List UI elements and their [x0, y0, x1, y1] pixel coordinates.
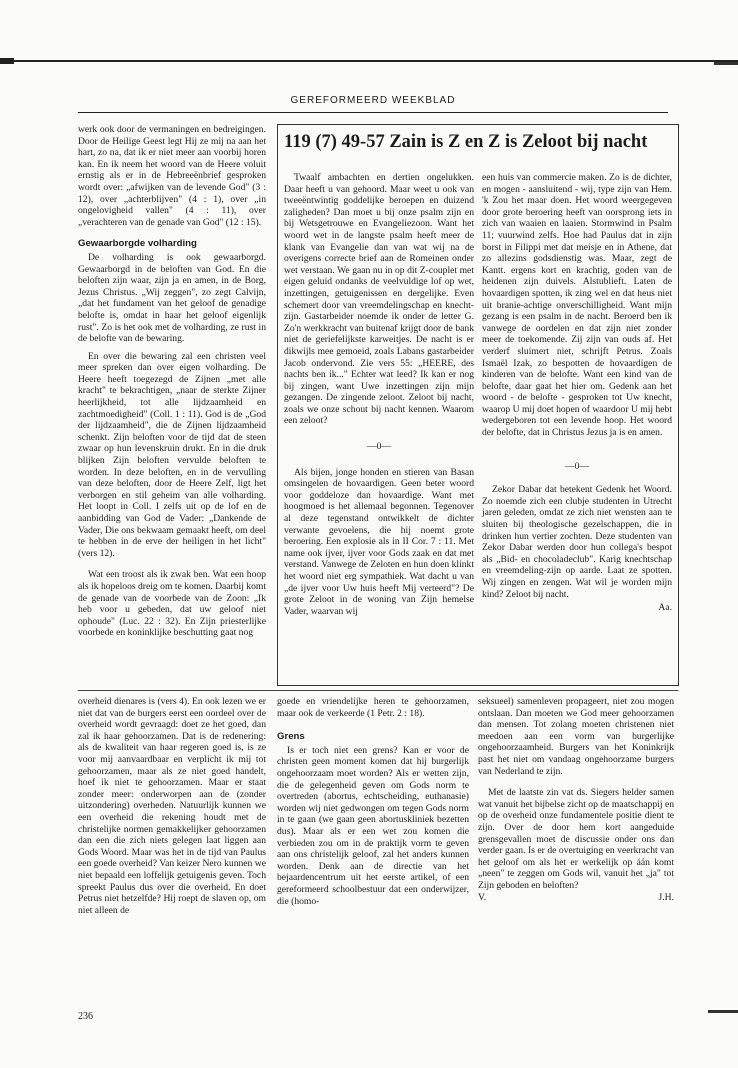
article-title: 119 (7) 49-57 Zain is Z en Z is Zeloot bij nacht	[284, 132, 648, 152]
left-paragraph-4: Wat een troost als ik zwak ben. Wat een hoop als ik hopeloos dreig om te komen. Daarbij komt de genade van de voorbede van de Zoon: „Ik heb voor u gebeden, dat uw geloof niet ophoude" (Luc. 22 : 32). En Zijn priesterlijke voorbede en koninklijke beschutting gaat nog	[78, 569, 266, 639]
left-paragraph-1: werk ook door de vermaningen en bedreigingen. Door de Heilige Geest legt Hij ze mij na aan het hart, zo na, dat ik er niet meer aan voorbij horen kan. En ik neem het woord van de Heere voluit ernstig als er in de Hebreeënbrief gesproken wordt over: „afwijken van de levende God" (3 : 12), over „achterblijven" (4 : 1), over „in ongelovigheid vallen" (4 : 11), over „verachteren van de genade van God" (12 : 15).	[78, 124, 266, 228]
box-column-1	[284, 172, 474, 617]
scan-edge-mark	[0, 58, 14, 64]
section-divider: —0—	[367, 441, 391, 453]
left-paragraph-2: De volharding is ook gewaarborgd. Gewaarborgd in de beloften van God. En die beloften zijn waar, zijn ja en amen, in de Borg, Jezus Christus. „Wij zeggen", zo zegt Calvijn, „dat het fundament van het geloof de genadige belofte is, omdat in haar het geloof eigenlijk rust". Zo is het ook met de volharding, ze rust in de belofte van de bewaring.	[78, 251, 266, 345]
box-col1-paragraph-2: Als bijen, jonge honden en stieren van Basan omsingelen de hovaardigen. Geen beter woord voor goddeloze dan hovaardige. Want met hoogmoed is het allemaal begonnen. Tegenover al deze tegenstand ontwikkelt de dichter verwante gevoelens, die hij noemt grote beroering. Een explosie als in II Cor. 7 : 11. Met name ook ijver, ijver voor Gods zaak en dat met verstand. Vanwege de Zeloten en hun doen klinkt het woord niet erg sympathiek. Wat dacht u van „de ijver voor Uw huis heeft Mij verteerd"? De grote Zeloot in de woning van Zijn hemelse Vader, waarvan wij	[284, 466, 474, 617]
bottom-col2-paragraph-2: Is er toch niet een grens? Kan er voor de christen geen moment komen dat hij burgerlijk ongehoorzaam moet worden? Als er wetten zijn, die de gelegenheid geven om Gods norm te overtreden (abortus, echtscheiding, euthanasie) worden wij niet gedwongen om tegen Gods norm in te gaan (we gaan geen abortuskliniek bezetten dus). Maar als er een wet zou komen die verbieden zou om in de praktijk vorm te geven aan ons christelijk geloof, zal het anders kunnen worden. Denk aan de directie van het bejaardencentrum uit het eerste artikel, of een gereformeerd schoolbestuur dat een onderwijzer, die (homo-	[277, 744, 469, 907]
magazine-header: GEREFORMEERD WEEKBLAD	[290, 95, 456, 106]
scan-edge-line	[0, 60, 738, 62]
signature-v: V.	[478, 891, 487, 903]
section-divider: —0—	[565, 460, 589, 472]
section-rule	[78, 690, 678, 691]
box-col2-paragraph-2: Zekor Dabar dat betekent Gedenk het Woord. Zo noemde zich een clubje studenten in Utrecht jaren geleden, omdat ze zich niet wensten aan te sluiten bij theologische gezelschappen, die in drinken hun vertier zochten. Deze studenten van Zekor Dabar werden door hun collega's bespot als „Bid- en chocoladeclub". Karig knechtschap en vreemdeling-zijn op aarde. Laat ze spotten. Wij zingen en zengen. Wat wil je worden mijn kind? Zeloot bij nacht.	[482, 484, 672, 600]
left-column	[78, 124, 266, 639]
box-col1-paragraph-1: Twaalf ambachten en dertien ongelukken. Daar heeft u van gehoord. Maar weet u ook van tweeëntwintig goddelijke beroepen en duizend zaligheden? Dan moet u bij onze psalm zijn en bij Wetsgetrouwe en Evangeliezoon. Want het woord wet in de langste psalm heeft meer de klank van Evangelie dan van wat wij na de overigens correcte brief aan de Romeinen onder wet verstaan. We gaan nu in op dit Z-couplet met eigen geluid ondanks de veelvuldige lof op wet, inzettingen, getuigenissen en dergelijke. Even schemert door van vreemdelingschap en knecht-zijn. Gastarbeider noemde ik onder de letter G. Zo'n werkkracht van buitenaf krijgt door de bank niet de geriefelijkste karweitjes. De nacht is er dikwijls mee gemoeid, zoals Labans gastarbeider Jacob ondervond. Zie vers 55: „HEERE, des nachts ben ik..." Echter wat leed? Ik kan er nog bij zingen, want Uwe inzettingen zijn mijn gezangen. De zingende zeloot. Zeloot bij nacht, zoals we onze schout bij nacht kennen. Waarom een zeloot?	[284, 172, 474, 427]
bottom-col3-paragraph-1: seksueel) samenleven propageert, niet zou mogen ontslaan. Dan moeten we God meer gehoorzamen dan mensen. Tot zolang moeten christenen niet meedoen aan een vorm van burgerlijke ongehoorzaamheid. Burgers van het Koninkrijk past het niet om vandaag ongehoorzame burgers van Nederland te zijn.	[478, 696, 674, 777]
signature-line	[478, 892, 674, 904]
bottom-column-2	[277, 696, 469, 907]
crop-mark-top	[714, 62, 738, 65]
section-heading-volharding: Gewaarborgde volharding	[78, 238, 197, 250]
section-heading-grens: Grens	[277, 731, 305, 743]
bottom-column-3	[478, 696, 674, 903]
page-number: 236	[78, 1011, 93, 1022]
box-column-2	[482, 172, 672, 614]
bottom-column-1	[78, 696, 266, 916]
crop-mark-bottom	[708, 1010, 738, 1013]
signature-jh: J.H.	[658, 891, 674, 903]
bottom-col2-paragraph-1: goede en vriendelijke heren te gehoorzamen, maar ook de verkeerde (1 Petr. 2 : 18).	[277, 696, 469, 719]
author-sign-aa: Aa.	[658, 602, 672, 614]
header-rule	[78, 112, 668, 113]
box-col2-paragraph-1: een huis van commercie maken. Zo is de dichter, en mogen - aansluitend - wij, type zijn van Hem. 'k Zou het maar doen. Het woord weergegeven door grote beroering heeft van oorsprong iets in zich van waaien en laaien. Stormwind in Psalm 11; vuurwind zelfs. Hoe had Paulus dat in zijn borst in Filippi met dat meisje en in Athene, dat zo allezins godsdienstig was. Maar, zegt de Kantt. ergens kort en krachtig, goden van de heidenen zijn duivels. Alstublieft. Laten de hovaardigen spotten, ik zing wel en dat heus niet uit branie-achtige onverschilligheid. Want mijn gezang is een psalm in de nacht. Beroerd ben ik vanwege de oordelen en dat zijn niet zonder meer de toekomende. Zij zijn van ouds af. Het verderf sluimert niet, schrijft Petrus. Zoals Ismaël Izak, zo bespotten de hovaardigen de kinderen van de belofte. Want een kind van de belofte, daar gaat het hier om. Gedenk aan het woord - de belofte - gesproken tot Uw knecht, waarop U mij doet hopen of waardoor U mij hebt wedergeboren tot een levende hoop. Het woord der belofte, dat in Christus Jezus ja is en amen.	[482, 172, 672, 439]
bottom-col1-paragraph: overheid dienares is (vers 4). En ook lezen we er niet dat van de burgers eerst een oordeel over de overheid wordt gevraagd: doet ze het goed, dan zal ik haar gehoorzamen. Dat is de redenering: als de kwaliteit van haar regeren goed is, is ze voor mij aanvaardbaar en verplicht ik mij tot gehoorzamen, maar als ze niet goed handelt, hoef ik niet te gehoorzamen. Maar er staat zonder meer: onderworpen aan de (zonder uitzondering) overheden. Natuurlijk kunnen we een overheid die rekening houdt met de christelijke normen gemakkelijker gehoorzamen dan een die zich niets gelegen laat liggen aan Gods Woord. Maar was het in de tijd van Paulus een goede overheid? Van keizer Nero kunnen we niet bepaald een loffelijk getuigenis geven. Toch spreekt Paulus dus over die overheid. En doet Petrus niet hetzelfde? Hij roept de slaven op, om niet alleen de	[78, 696, 266, 916]
bottom-col3-paragraph-2: Met de laatste zin vat ds. Siegers helder samen wat vanuit het bijbelse zicht op de maatschappij en op de overheid onze fundamentele positie dient te zijn. Over de door hem kort aangeduide grensgevallen moet de discussie onder ons dan verder gaan. Is er de overtuiging en veerkracht van het geloof om als het er werkelijk op áán komt „neen" te zeggen om Gods wil, vanuit het „ja" tot Zijn geboden en beloften?	[478, 787, 674, 891]
left-paragraph-3: En over die bewaring zal een christen veel meer spreken dan over eigen volharding. De Heere heeft toegezegd de Zijnen „met alle kracht" te bekrachtigen, „naar de sterkte Zijner heerlijkheid, tot alle lijdzaamheid en zachtmoedigheid" (Coll. 1 : 11). God is de „God der lijdzaamheid", die de Zijnen lijdzaamheid schenkt. Zijn beloften voor de tijd dat de steen zwaar op hun levenskruin drukt. En in die druk blijken Zijn beloften vervulde beloften te worden. In deze beloften, en in de vervulling van deze beloften, door de Heere Zelf, ligt het verborgen en stil geheim van alle volharding. Het loopt in Coll. I zelfs uit op de lof en de aanbidding van God de Vader: „Dankende de Vader, Die ons bekwaam gemaakt heeft, om deel te hebben in de erve der heiligen in het licht" (vers 12).	[78, 350, 266, 559]
